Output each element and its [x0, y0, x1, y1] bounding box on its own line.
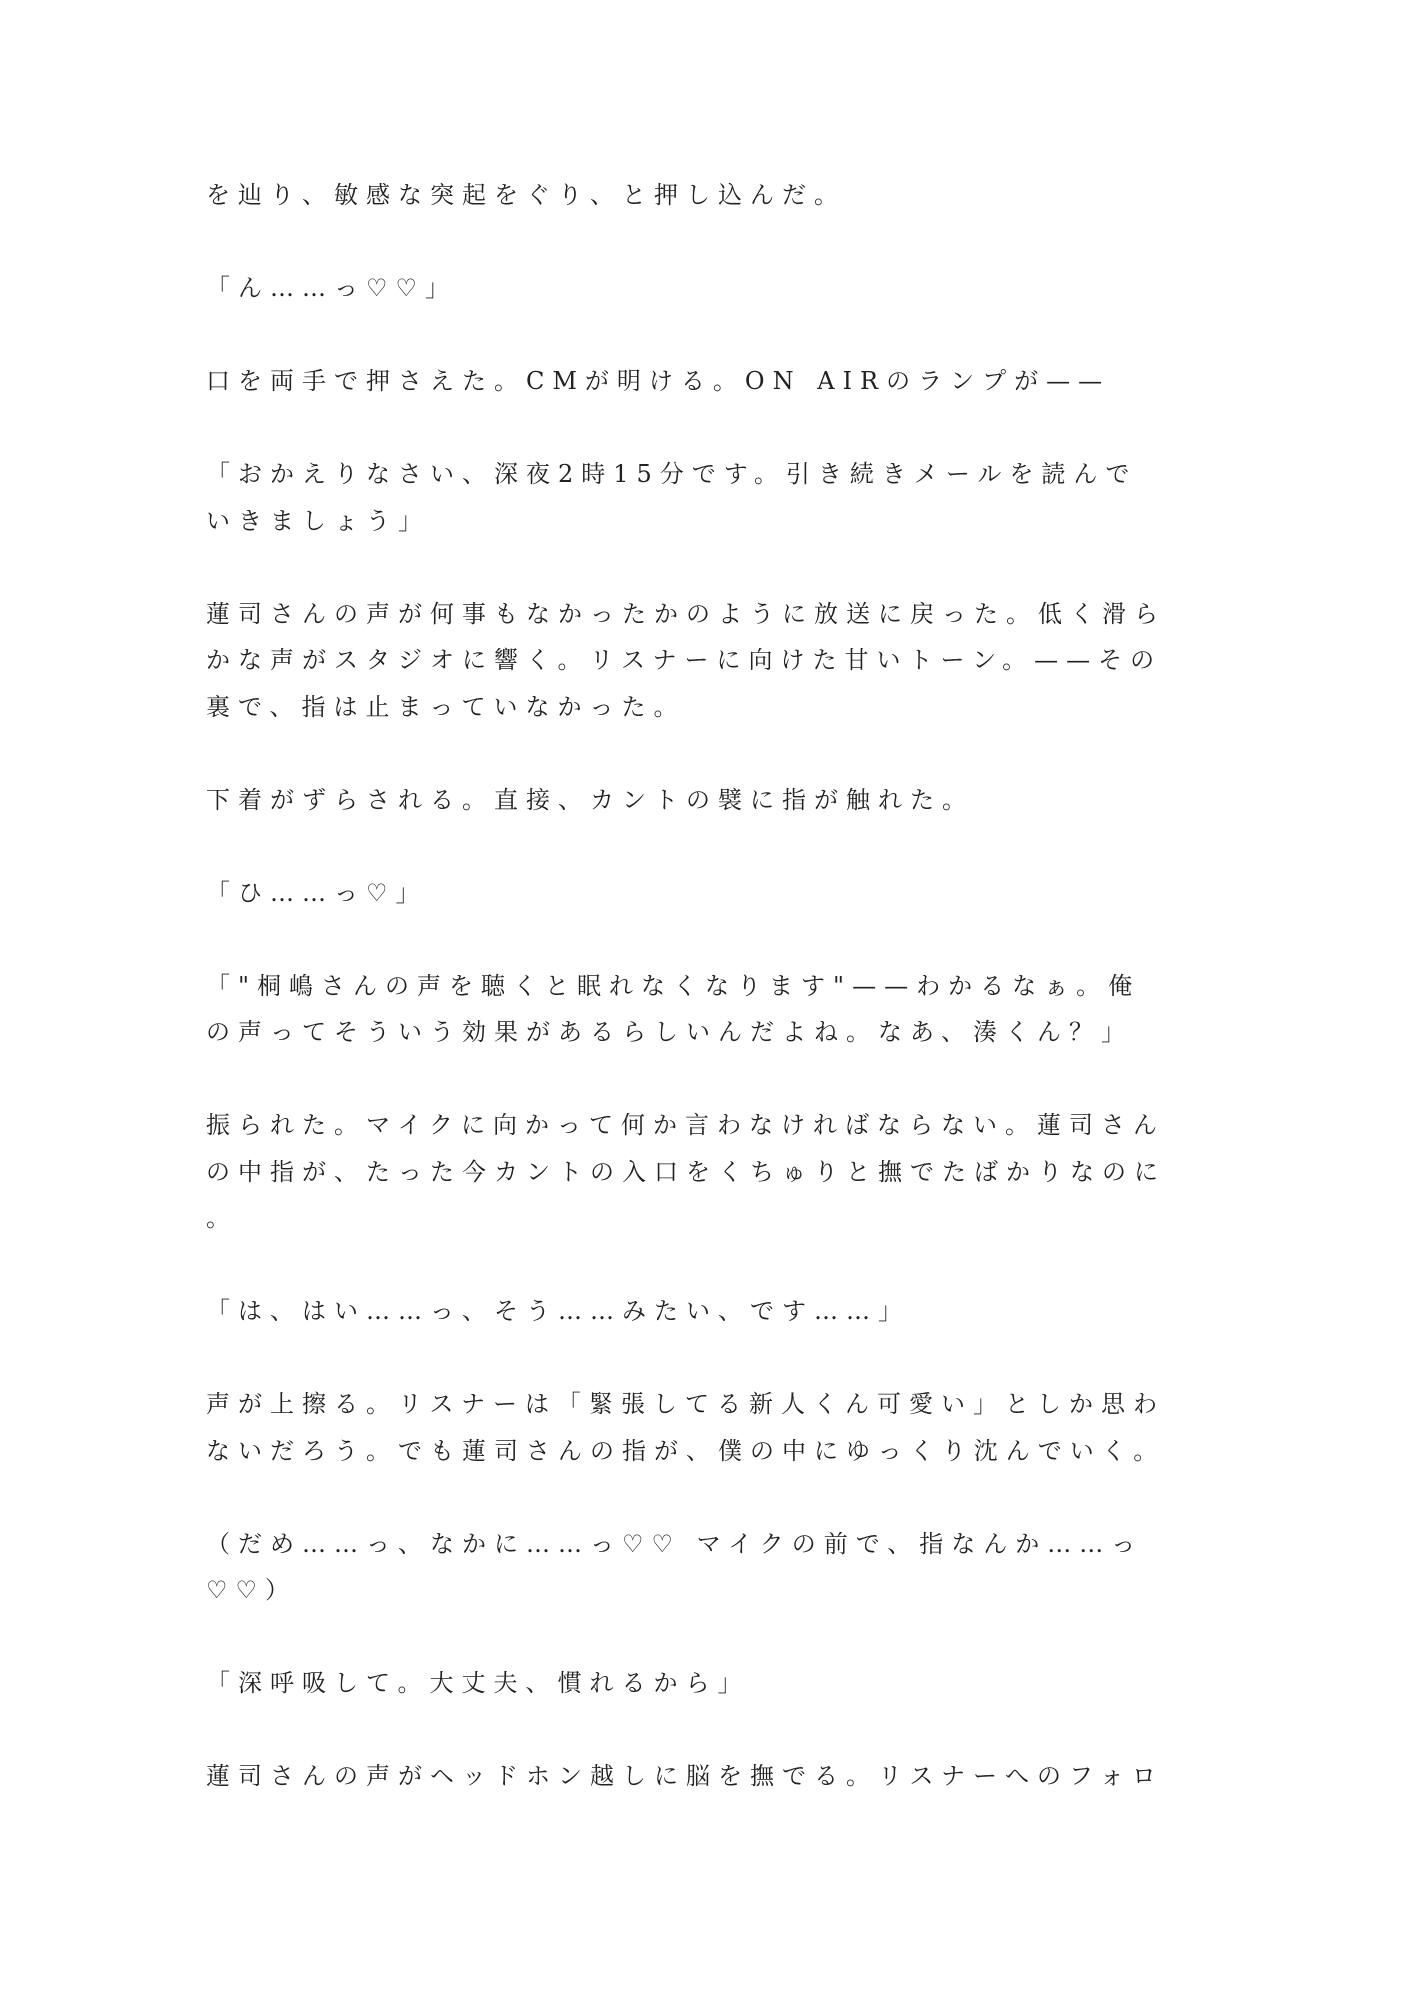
- paragraph: [206, 963, 1216, 1056]
- paragraph: [206, 1753, 1216, 1800]
- text-line: 「深呼吸して。大丈夫、慣れるから」: [206, 1669, 750, 1697]
- paragraph: [206, 265, 1216, 312]
- text-line: 「は、はい……っ、そう……みたい、です……」: [206, 1297, 910, 1325]
- text-line: （だめ……っ、なかに……っ♡♡ マイクの前で、指なんか……っ: [206, 1529, 1144, 1558]
- text-line: 「ひ……っ♡」: [206, 878, 428, 907]
- paragraph: [206, 358, 1216, 405]
- text-line: 振られた。マイクに向かって何か言わなければならない。蓮司さん: [206, 1111, 1166, 1139]
- paragraph: [206, 172, 1216, 219]
- text-line: 蓮司さんの声がヘッドホン越しに脳を撫でる。リスナーへのフォロ: [206, 1762, 1164, 1790]
- paragraph: [206, 1660, 1216, 1707]
- text-line: 「おかえりなさい、深夜2時15分です。引き続きメールを読んで: [206, 460, 1138, 488]
- paragraph: [206, 451, 1216, 544]
- paragraph: [206, 870, 1216, 917]
- paragraph: [206, 591, 1216, 731]
- paragraph: [206, 1381, 1216, 1474]
- text-line: ないだろう。でも蓮司さんの指が、僕の中にゆっくり沈んでいく。: [206, 1436, 1166, 1465]
- text-line: かな声がスタジオに響く。リスナーに向けた甘いトーン。——その: [206, 646, 1163, 674]
- text-line: を辿り、敏感な突起をぐり、と押し込んだ。: [206, 181, 846, 209]
- text-line: 。: [206, 1204, 238, 1232]
- text-line: 「"桐嶋さんの声を聴くと眠れなくなります"——わかるなぁ。俺: [206, 971, 1141, 1000]
- paragraph: [206, 1288, 1216, 1335]
- text-line: 下着がずらされる。直接、カントの襞に指が触れた。: [206, 785, 974, 814]
- text-line: 裏で、指は止まっていなかった。: [206, 692, 686, 721]
- text-line: 「ん……っ♡♡」: [206, 274, 458, 302]
- paragraph: [206, 1521, 1216, 1614]
- text-line: 声が上擦る。リスナーは「緊張してる新人くん可愛い」としか思わ: [206, 1390, 1166, 1418]
- text-line: の声ってそういう効果があるらしいんだよね。なあ、湊くん？」: [206, 1018, 1134, 1046]
- text-line: いきましょう」: [206, 506, 430, 535]
- text-line: 蓮司さんの声が何事もなかったかのように放送に戻った。低く滑ら: [206, 599, 1166, 628]
- paragraph: [206, 777, 1216, 824]
- text-line: の中指が、たった今カントの入口をくちゅりと撫でたばかりなのに: [206, 1157, 1166, 1186]
- document-page: [206, 172, 1216, 1846]
- text-line: 口を両手で押さえた。CMが明ける。ON AIRのランプが——: [206, 367, 1111, 395]
- text-line: ♡♡）: [206, 1576, 298, 1604]
- paragraph: [206, 1102, 1216, 1242]
